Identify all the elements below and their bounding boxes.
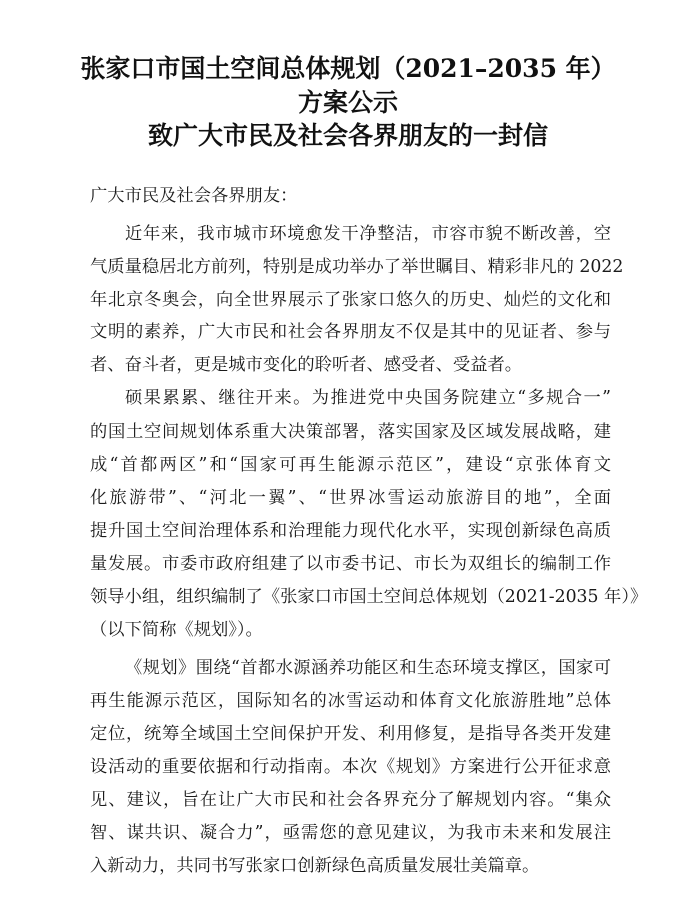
paragraph-2-line-1: 硕果累累、继往开来。为推进党中央国务院建立“多规合一” — [125, 388, 611, 408]
paragraph-3-line-3: 定位，统筹全域国土空间保护开发、利用修复，是指导各类开发建 — [90, 724, 611, 744]
document-title-line-3: 致广大市民及社会各界朋友的一封信 — [147, 121, 548, 150]
paragraph-3-line-1: 《规划》围绕“首都水源涵养功能区和生态环境支撑区，国家可 — [125, 658, 611, 678]
paragraph-3-line-6: 智、谋共识、凝合力”，亟需您的意见建议，为我市未来和发展注 — [90, 823, 611, 843]
paragraph-1-line-3: 年北京冬奥会，向全世界展示了张家口悠久的历史、灿烂的文化和 — [90, 290, 611, 310]
paragraph-2-line-2: 的国土空间规划体系重大决策部署，落实国家及区域发展战略，建 — [90, 422, 611, 442]
paragraph-2-line-4: 化旅游带”、“河北一翼”、“世界冰雪运动旅游目的地”，全面 — [90, 488, 611, 508]
paragraph-3-line-5: 见、建议，旨在让广大市民和社会各界充分了解规划内容。“集众 — [90, 790, 611, 810]
paragraph-2-line-7: 领导小组，组织编制了《张家口市国土空间总体规划（2021-2035 年）》 — [90, 587, 648, 607]
paragraph-3-line-4: 设活动的重要依据和行动指南。本次《规划》方案进行公开征求意 — [90, 757, 611, 777]
paragraph-1-line-5: 者、奋斗者，更是城市变化的聆听者、感受者、受益者。 — [90, 355, 523, 375]
paragraph-2-line-3: 成“首都两区”和“国家可再生能源示范区”，建设“京张体育文 — [90, 455, 611, 475]
paragraph-2-line-5: 提升国土空间治理体系和治理能力现代化水平，实现创新绿色高质 — [90, 521, 611, 541]
paragraph-3-line-2: 再生能源示范区，国际知名的冰雪运动和体育文化旅游胜地”总体 — [90, 691, 611, 711]
paragraph-3-line-7: 入新动力，共同书写张家口创新绿色高质量发展壮美篇章。 — [90, 856, 540, 876]
paragraph-1-line-1: 近年来，我市城市环境愈发干净整洁，市容市貌不断改善，空 — [125, 224, 611, 244]
document-title-line-2: 方案公示 — [297, 88, 398, 117]
paragraph-1-line-4: 文明的素养，广大市民和社会各界朋友不仅是其中的见证者、参与 — [90, 322, 611, 342]
salutation: 广大市民及社会各界朋友： — [90, 186, 298, 206]
paragraph-1-line-2: 气质量稳居北方前列，特别是成功举办了举世瞩目、精彩非凡的 2022 — [90, 257, 624, 277]
paragraph-2-line-8: （以下简称《规划》）。 — [90, 620, 263, 640]
document-title-line-1: 张家口市国土空间总体规划（2021–2035 年） — [80, 54, 616, 83]
paragraph-2-line-6: 量发展。市委市政府组建了以市委书记、市长为双组长的编制工作 — [90, 554, 611, 574]
